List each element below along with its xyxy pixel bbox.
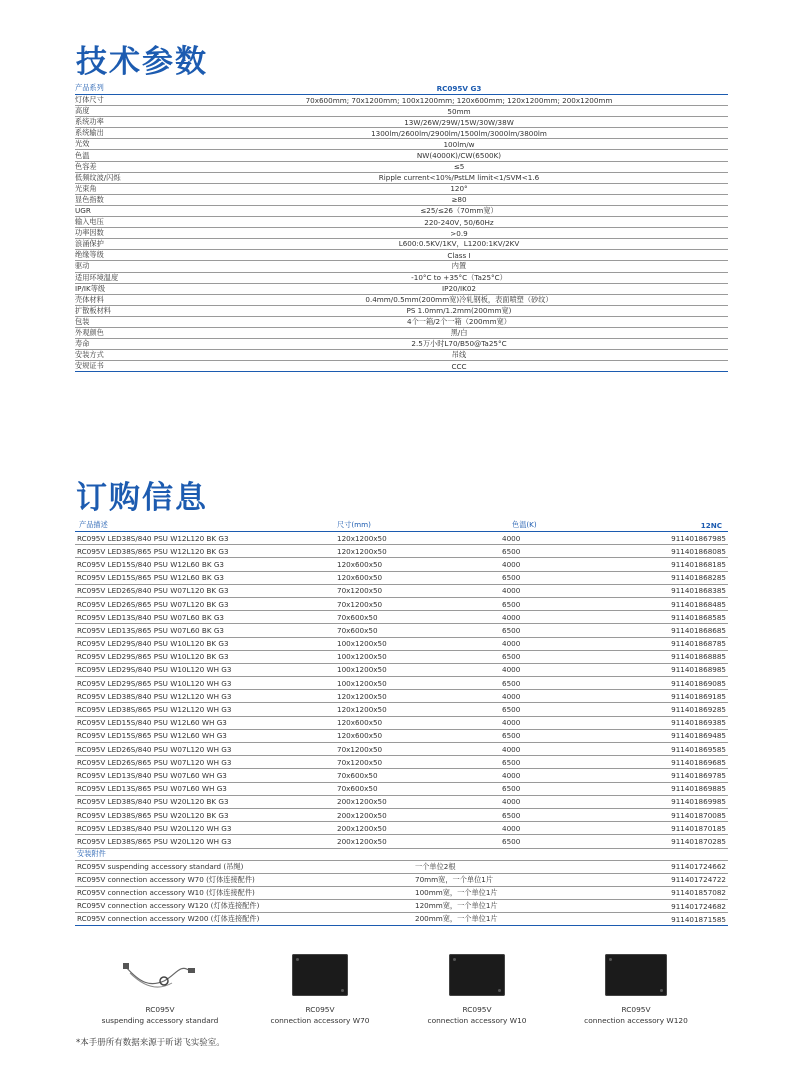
spec-label: 安规证书 — [75, 361, 104, 371]
spec-label: 色容差 — [75, 161, 97, 171]
order-cct: 6500 — [502, 599, 521, 609]
order-header-size: 尺寸(mm) — [337, 520, 371, 529]
gallery-item-suspending — [90, 950, 230, 1026]
order-size: 120x1200x50 — [337, 546, 387, 556]
accessory-row — [75, 887, 728, 900]
order-cct: 6500 — [502, 731, 521, 741]
order-size: 120x1200x50 — [337, 705, 387, 715]
order-desc: RC095V LED26S/865 PSU W07L120 WH G3 — [77, 757, 232, 767]
spec-row — [75, 250, 728, 261]
order-nc: 911401869785 — [671, 770, 726, 780]
spec-value: NW(4000K)/CW(6500K) — [416, 151, 502, 161]
spec-value: 2.5万小时L70/B50@Ta25°C — [411, 339, 507, 349]
spec-value: 1300lm/2600lm/2900lm/1500lm/3000lm/3800lm — [371, 128, 547, 138]
order-cct: 6500 — [502, 757, 521, 767]
order-nc: 911401869385 — [671, 718, 726, 728]
order-nc: 911401868485 — [671, 599, 726, 609]
spec-row — [75, 139, 728, 150]
spec-row — [75, 173, 728, 184]
accessory-nc: 911401857082 — [671, 888, 726, 898]
order-desc: RC095V LED13S/865 PSU W07L60 WH G3 — [77, 784, 227, 794]
order-desc: RC095V LED38S/865 PSU W20L120 BK G3 — [77, 810, 229, 820]
spec-label: 壳体材料 — [75, 294, 104, 304]
table-row — [75, 677, 728, 690]
order-cct: 4000 — [502, 639, 521, 649]
order-desc: RC095V LED13S/840 PSU W07L60 WH G3 — [77, 770, 227, 780]
accessory-note: 200mm宽，一个单位1片 — [415, 914, 498, 924]
order-cct: 4000 — [502, 718, 521, 728]
order-nc: 911401869885 — [671, 784, 726, 794]
order-cct: 6500 — [502, 810, 521, 820]
spec-label: 外观颜色 — [75, 328, 104, 338]
order-size: 100x1200x50 — [337, 678, 387, 688]
order-size: 70x1200x50 — [337, 586, 383, 596]
order-size: 70x1200x50 — [337, 757, 383, 767]
table-row — [75, 558, 728, 571]
spec-row — [75, 328, 728, 339]
table-row — [75, 690, 728, 703]
order-size: 70x1200x50 — [337, 599, 383, 609]
order-desc: RC095V LED13S/865 PSU W07L60 BK G3 — [77, 625, 224, 635]
order-cct: 6500 — [502, 625, 521, 635]
spec-value: 120° — [450, 184, 468, 194]
order-desc: RC095V LED29S/865 PSU W10L120 WH G3 — [77, 678, 232, 688]
table-row — [75, 624, 728, 637]
spec-value: 0.4mm/0.5mm(200mm宽)冷轧钢板，表面喷塑（砂纹） — [365, 294, 553, 304]
spec-label: 高度 — [75, 106, 90, 116]
order-nc: 911401868385 — [671, 586, 726, 596]
order-size: 100x1200x50 — [337, 665, 387, 675]
order-nc: 911401869185 — [671, 691, 726, 701]
table-row — [75, 769, 728, 782]
spec-label: 光束角 — [75, 183, 97, 193]
table-row — [75, 572, 728, 585]
spec-header-value: RC095V G3 — [436, 83, 482, 93]
order-cct: 4000 — [502, 823, 521, 833]
order-size: 70x600x50 — [337, 612, 378, 622]
order-size: 70x600x50 — [337, 625, 378, 635]
order-header-nc: 12NC — [700, 520, 722, 530]
accessory-row — [75, 913, 728, 926]
gallery-label-2: connection accessory W70 — [270, 1016, 370, 1025]
connector-plate-w70-image — [292, 954, 348, 996]
table-row — [75, 598, 728, 611]
order-size: 200x1200x50 — [337, 810, 387, 820]
spec-value: PS 1.0mm/1.2mm(200mm宽) — [406, 305, 512, 315]
order-desc: RC095V LED26S/840 PSU W07L120 BK G3 — [77, 586, 229, 596]
spec-row — [75, 284, 728, 295]
spec-value: 13W/26W/29W/15W/30W/38W — [404, 117, 514, 127]
accessory-desc: RC095V connection accessory W120 (灯体连接配件) — [77, 901, 260, 911]
order-nc: 911401868985 — [671, 665, 726, 675]
order-desc: RC095V LED38S/865 PSU W20L120 WH G3 — [77, 836, 232, 846]
order-size: 200x1200x50 — [337, 836, 387, 846]
spec-value: 内置 — [451, 261, 467, 271]
order-cct: 4000 — [502, 770, 521, 780]
table-row — [75, 809, 728, 822]
spec-row — [75, 361, 728, 372]
order-size: 200x1200x50 — [337, 797, 387, 807]
order-cct: 6500 — [502, 652, 521, 662]
spec-value: 50mm — [447, 106, 471, 116]
order-header-cct: 色温(K) — [512, 520, 537, 529]
order-cct: 6500 — [502, 573, 521, 583]
accessory-nc: 911401871585 — [671, 914, 726, 924]
gallery-label-1: RC095V — [462, 1005, 492, 1014]
order-desc: RC095V LED38S/840 PSU W12L120 WH G3 — [77, 691, 232, 701]
order-size: 100x1200x50 — [337, 639, 387, 649]
order-cct: 6500 — [502, 836, 521, 846]
order-nc: 911401868585 — [671, 612, 726, 622]
order-desc: RC095V LED15S/840 PSU W12L60 BK G3 — [77, 559, 224, 569]
spec-row — [75, 306, 728, 317]
order-desc: RC095V LED38S/865 PSU W12L120 BK G3 — [77, 546, 229, 556]
spec-row — [75, 95, 728, 106]
spec-row — [75, 206, 728, 217]
spec-header-row — [75, 82, 728, 95]
order-size: 120x600x50 — [337, 718, 383, 728]
spec-row — [75, 217, 728, 228]
spec-value: 220-240V, 50/60Hz — [424, 217, 494, 227]
spec-label: 寿命 — [75, 339, 90, 349]
order-cct: 4000 — [502, 533, 521, 543]
order-size: 70x600x50 — [337, 770, 378, 780]
gallery-item-w120 — [566, 950, 706, 1026]
gallery-label-2: connection accessory W120 — [584, 1016, 688, 1025]
spec-value: ≥80 — [451, 195, 467, 205]
spec-label: 绝缘等级 — [75, 250, 104, 260]
gallery-label-1: RC095V — [621, 1005, 651, 1014]
spec-value: 70x600mm; 70x1200mm; 100x1200mm; 120x600mm; 120x1200mm; 200x1200mm — [305, 95, 613, 105]
order-nc: 911401869685 — [671, 757, 726, 767]
spec-label: 色温 — [75, 150, 90, 160]
spec-row — [75, 350, 728, 361]
order-nc: 911401868785 — [671, 639, 726, 649]
order-nc: 911401870085 — [671, 810, 726, 820]
spec-label: 系统功率 — [75, 117, 104, 127]
order-size: 120x600x50 — [337, 731, 383, 741]
order-desc: RC095V LED38S/840 PSU W20L120 WH G3 — [77, 823, 232, 833]
order-size: 120x600x50 — [337, 573, 383, 583]
spec-label: 包装 — [75, 316, 90, 326]
order-cct: 6500 — [502, 546, 521, 556]
accessory-nc: 911401724662 — [671, 862, 726, 872]
order-desc: RC095V LED38S/840 PSU W20L120 BK G3 — [77, 797, 229, 807]
spec-row — [75, 273, 728, 284]
accessory-row — [75, 861, 728, 874]
spec-label: 输入电压 — [75, 217, 104, 227]
order-nc: 911401867985 — [671, 533, 726, 543]
spec-label: 显色指数 — [75, 194, 104, 204]
order-nc: 911401869985 — [671, 797, 726, 807]
order-header-desc: 产品描述 — [79, 520, 108, 529]
table-row — [75, 743, 728, 756]
table-row — [75, 545, 728, 558]
gallery-item-w10 — [407, 950, 547, 1026]
spec-label: 适用环境温度 — [75, 272, 119, 282]
spec-value: 吊线 — [451, 350, 467, 360]
spec-label: 安装方式 — [75, 350, 104, 360]
order-desc: RC095V LED38S/840 PSU W12L120 BK G3 — [77, 533, 229, 543]
accessory-nc: 911401724722 — [671, 875, 726, 885]
spec-value: 4个一箱/2个一箱（200mm宽） — [407, 316, 511, 326]
order-desc: RC095V LED15S/840 PSU W12L60 WH G3 — [77, 718, 227, 728]
order-nc: 911401868685 — [671, 625, 726, 635]
order-nc: 911401870185 — [671, 823, 726, 833]
accessory-desc: RC095V connection accessory W10 (灯体连接配件) — [77, 887, 255, 897]
accessory-note: 120mm宽，一个单位1片 — [415, 901, 498, 911]
spec-label: 功率因数 — [75, 228, 104, 238]
gallery-label-1: RC095V — [305, 1005, 335, 1014]
order-table — [75, 519, 728, 926]
order-desc: RC095V LED38S/865 PSU W12L120 WH G3 — [77, 705, 232, 715]
order-nc: 911401868285 — [671, 573, 726, 583]
accessory-desc: RC095V connection accessory W70 (灯体连接配件) — [77, 874, 255, 884]
order-desc: RC095V LED29S/865 PSU W10L120 BK G3 — [77, 652, 229, 662]
order-nc: 911401868085 — [671, 546, 726, 556]
order-cct: 4000 — [502, 691, 521, 701]
order-nc: 911401868185 — [671, 559, 726, 569]
gallery-label-1: RC095V — [145, 1005, 175, 1014]
table-row — [75, 730, 728, 743]
spec-row — [75, 162, 728, 173]
order-nc: 911401869585 — [671, 744, 726, 754]
order-desc: RC095V LED13S/840 PSU W07L60 BK G3 — [77, 612, 224, 622]
spec-value: >0.9 — [450, 228, 468, 238]
order-cct: 4000 — [502, 586, 521, 596]
table-row — [75, 611, 728, 624]
order-nc: 911401869485 — [671, 731, 726, 741]
accessory-row — [75, 900, 728, 913]
spec-value: Ripple current<10%/PstLM limit<1/SVM<1.6 — [378, 173, 540, 183]
accessory-note: 一个单位2根 — [415, 861, 456, 871]
spec-value: L600:0.5KV/1KV，L1200:1KV/2KV — [398, 239, 520, 249]
order-size: 100x1200x50 — [337, 652, 387, 662]
spec-table — [75, 82, 728, 372]
table-row — [75, 651, 728, 664]
table-row — [75, 835, 728, 848]
table-row — [75, 756, 728, 769]
spec-row — [75, 228, 728, 239]
footnote: *本手册所有数据来源于昕诺飞实验室。 — [76, 1038, 225, 1048]
spec-row — [75, 261, 728, 272]
spec-row — [75, 106, 728, 117]
accessory-desc: RC095V connection accessory W200 (灯体连接配件) — [77, 914, 260, 924]
spec-label: IP/IK等级 — [75, 283, 106, 293]
spec-header-label: 产品系列 — [75, 83, 104, 92]
spec-value: 100lm/w — [443, 139, 475, 149]
spec-row — [75, 195, 728, 206]
spec-label: 扩散板材料 — [75, 305, 111, 315]
order-cct: 6500 — [502, 678, 521, 688]
spec-label: 光效 — [75, 139, 90, 149]
order-size: 120x1200x50 — [337, 691, 387, 701]
order-cct: 6500 — [502, 784, 521, 794]
spec-value: 黑/白 — [450, 328, 468, 338]
order-cct: 6500 — [502, 705, 521, 715]
order-desc: RC095V LED15S/865 PSU W12L60 BK G3 — [77, 573, 224, 583]
spec-row — [75, 239, 728, 250]
gallery-label-2: suspending accessory standard — [101, 1016, 219, 1025]
order-size: 70x600x50 — [337, 784, 378, 794]
table-row — [75, 796, 728, 809]
order-desc: RC095V LED26S/865 PSU W07L120 BK G3 — [77, 599, 229, 609]
spec-label: 驱动 — [75, 261, 90, 271]
table-row — [75, 783, 728, 796]
connector-plate-w120-image — [605, 954, 667, 996]
gallery-label-2: connection accessory W10 — [427, 1016, 527, 1025]
spec-value: CCC — [451, 361, 467, 371]
table-row — [75, 638, 728, 651]
spec-title: 技术参数 — [76, 44, 208, 80]
gallery-item-w70 — [250, 950, 390, 1026]
order-cct: 4000 — [502, 744, 521, 754]
spec-row — [75, 128, 728, 139]
table-row — [75, 664, 728, 677]
order-desc: RC095V LED26S/840 PSU W07L120 WH G3 — [77, 744, 232, 754]
order-size: 200x1200x50 — [337, 823, 387, 833]
spec-row — [75, 150, 728, 161]
spec-label: 浪涌保护 — [75, 239, 104, 249]
order-title: 订购信息 — [76, 480, 208, 516]
table-row — [75, 585, 728, 598]
accessories-header: 安装附件 — [75, 849, 728, 861]
spec-value: ≤5 — [453, 162, 465, 172]
accessory-note: 70mm宽，一个单位1片 — [415, 874, 494, 884]
spec-label: 低频纹波/闪烁 — [75, 172, 121, 182]
suspension-cable-image — [90, 950, 230, 1000]
spec-label: UGR — [75, 206, 91, 216]
order-size: 120x1200x50 — [337, 533, 387, 543]
order-cct: 4000 — [502, 559, 521, 569]
table-row — [75, 822, 728, 835]
order-size: 70x1200x50 — [337, 744, 383, 754]
order-nc: 911401868885 — [671, 652, 726, 662]
order-desc: RC095V LED15S/865 PSU W12L60 WH G3 — [77, 731, 227, 741]
accessory-row — [75, 874, 728, 887]
spec-label: 灯体尺寸 — [75, 95, 104, 105]
spec-row — [75, 117, 728, 128]
order-desc: RC095V LED29S/840 PSU W10L120 WH G3 — [77, 665, 232, 675]
accessory-nc: 911401724682 — [671, 901, 726, 911]
spec-value: IP20/IK02 — [441, 284, 476, 294]
order-nc: 911401869285 — [671, 705, 726, 715]
connector-plate-w10-image — [449, 954, 505, 996]
order-cct: 4000 — [502, 797, 521, 807]
order-cct: 4000 — [502, 665, 521, 675]
order-cct: 4000 — [502, 612, 521, 622]
order-nc: 911401869085 — [671, 678, 726, 688]
table-row — [75, 532, 728, 545]
order-nc: 911401870285 — [671, 836, 726, 846]
table-row — [75, 717, 728, 730]
order-desc: RC095V LED29S/840 PSU W10L120 BK G3 — [77, 639, 229, 649]
order-header-row — [75, 519, 728, 532]
spec-row — [75, 339, 728, 350]
spec-value: ≤25/≤26（70mm宽） — [420, 205, 498, 215]
order-size: 120x600x50 — [337, 559, 383, 569]
accessory-note: 100mm宽，一个单位1片 — [415, 887, 498, 897]
spec-value: -10°C to +35°C（Ta25°C） — [411, 272, 507, 282]
table-row — [75, 703, 728, 716]
spec-row — [75, 184, 728, 195]
spec-row — [75, 295, 728, 306]
spec-label: 系统输出 — [75, 128, 104, 138]
spec-value: Class I — [447, 250, 471, 260]
spec-row — [75, 317, 728, 328]
accessory-desc: RC095V suspending accessory standard (吊绳) — [77, 861, 244, 871]
